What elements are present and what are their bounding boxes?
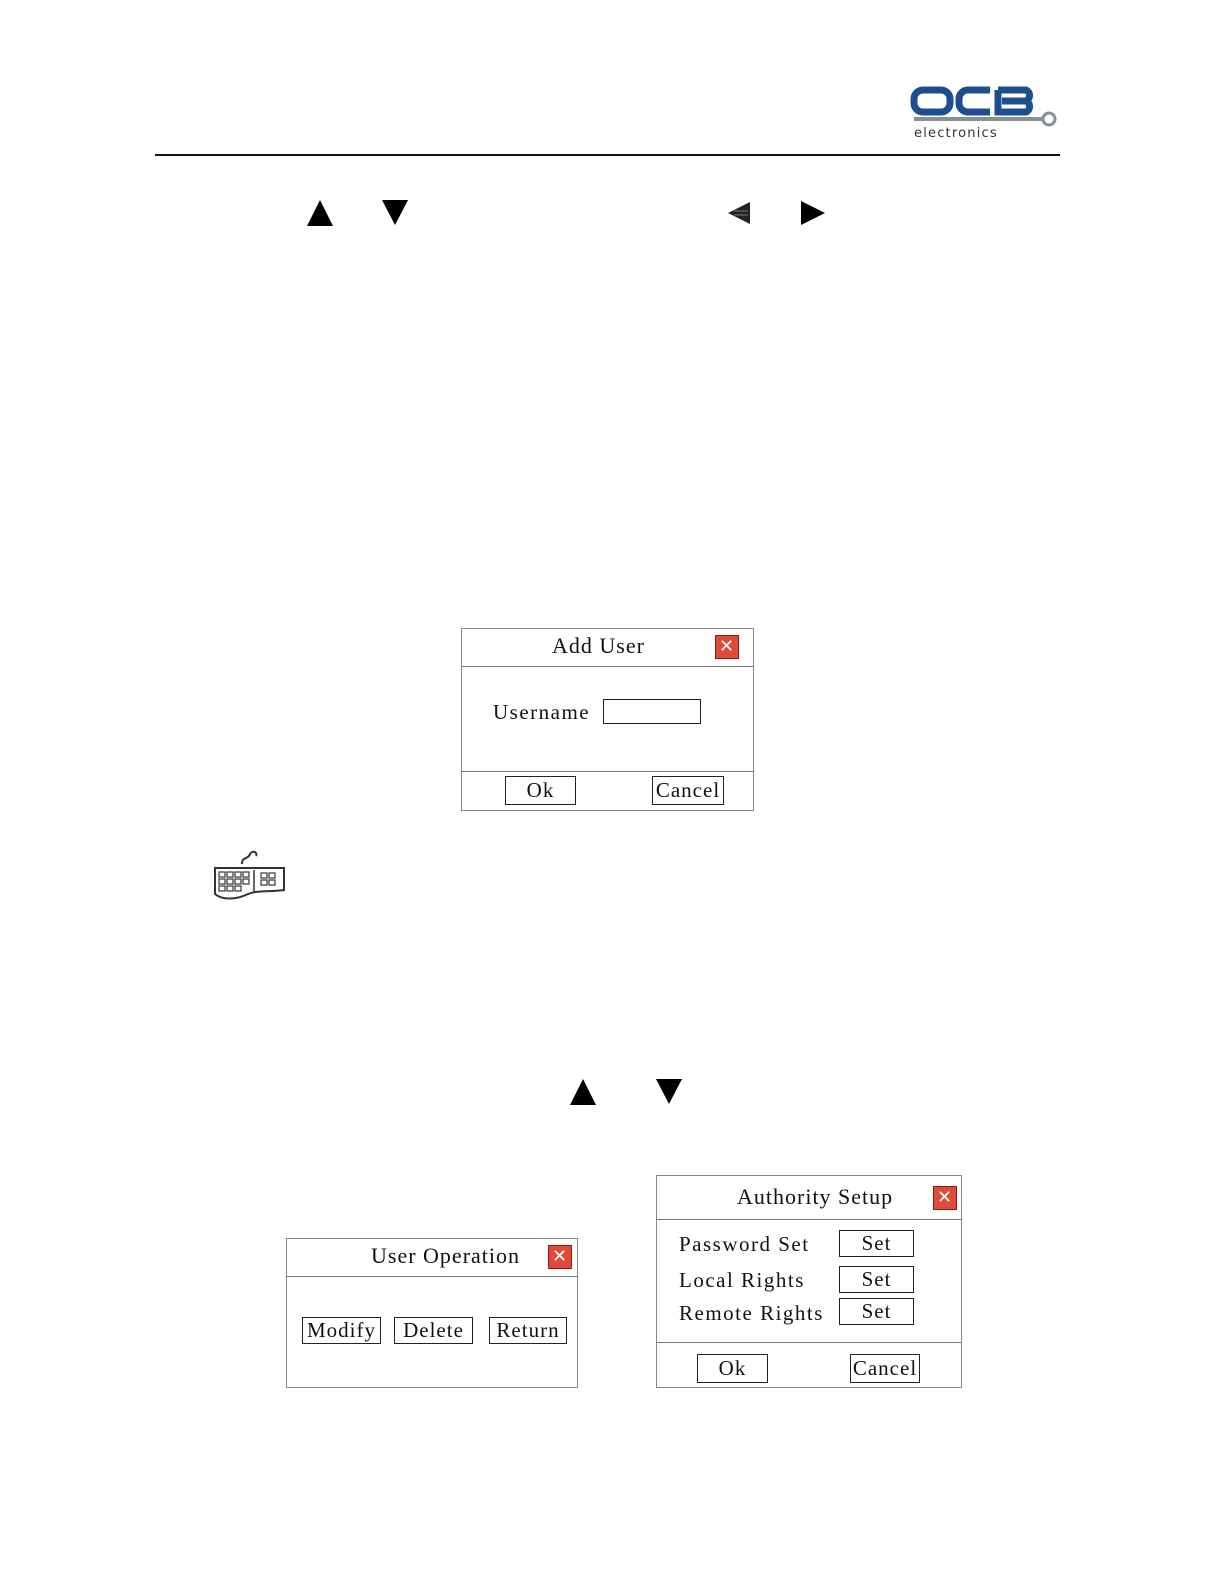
local-rights-label: Local Rights [679,1268,805,1292]
close-button[interactable]: ✕ [933,1186,957,1210]
ok-button[interactable]: Ok [697,1354,768,1383]
close-button[interactable]: ✕ [715,635,739,659]
dialog-title: Authority Setup [737,1184,894,1209]
authority-setup-dialog [656,1175,962,1388]
username-label: Username [493,700,591,724]
up-arrow-icon [307,200,333,226]
user-operation-dialog [286,1238,578,1388]
close-button[interactable]: ✕ [548,1245,572,1269]
button-bar-divider [462,771,753,772]
delete-button[interactable]: Delete [394,1317,473,1344]
remote-rights-button[interactable]: Set [839,1298,914,1325]
cancel-button[interactable]: Cancel [850,1354,920,1383]
dialog-title-bar [287,1239,577,1277]
right-arrow-icon [801,201,825,225]
modify-button[interactable]: Modify [302,1317,381,1344]
ok-button[interactable]: Ok [505,776,576,805]
cancel-button[interactable]: Cancel [652,776,724,805]
dialog-title: Add User [552,633,645,658]
up-arrow-icon [570,1079,596,1105]
add-user-dialog [461,628,754,811]
username-input[interactable] [603,699,701,724]
svg-text:electronics: electronics [914,126,998,141]
password-set-label: Password Set [679,1232,810,1256]
down-arrow-icon [656,1079,682,1104]
dialog-title: User Operation [371,1243,521,1268]
left-arrow-icon [726,200,752,226]
dialog-title-bar [657,1176,961,1220]
ocb-electronics-logo [910,86,1060,142]
password-set-button[interactable]: Set [839,1230,914,1257]
remote-rights-label: Remote Rights [679,1301,824,1325]
down-arrow-icon [382,200,408,225]
button-bar-divider [657,1342,961,1343]
return-button[interactable]: Return [489,1317,567,1344]
dialog-title-bar [462,629,753,667]
local-rights-button[interactable]: Set [839,1266,914,1293]
header-divider [155,154,1060,156]
keyboard-icon [212,850,286,904]
